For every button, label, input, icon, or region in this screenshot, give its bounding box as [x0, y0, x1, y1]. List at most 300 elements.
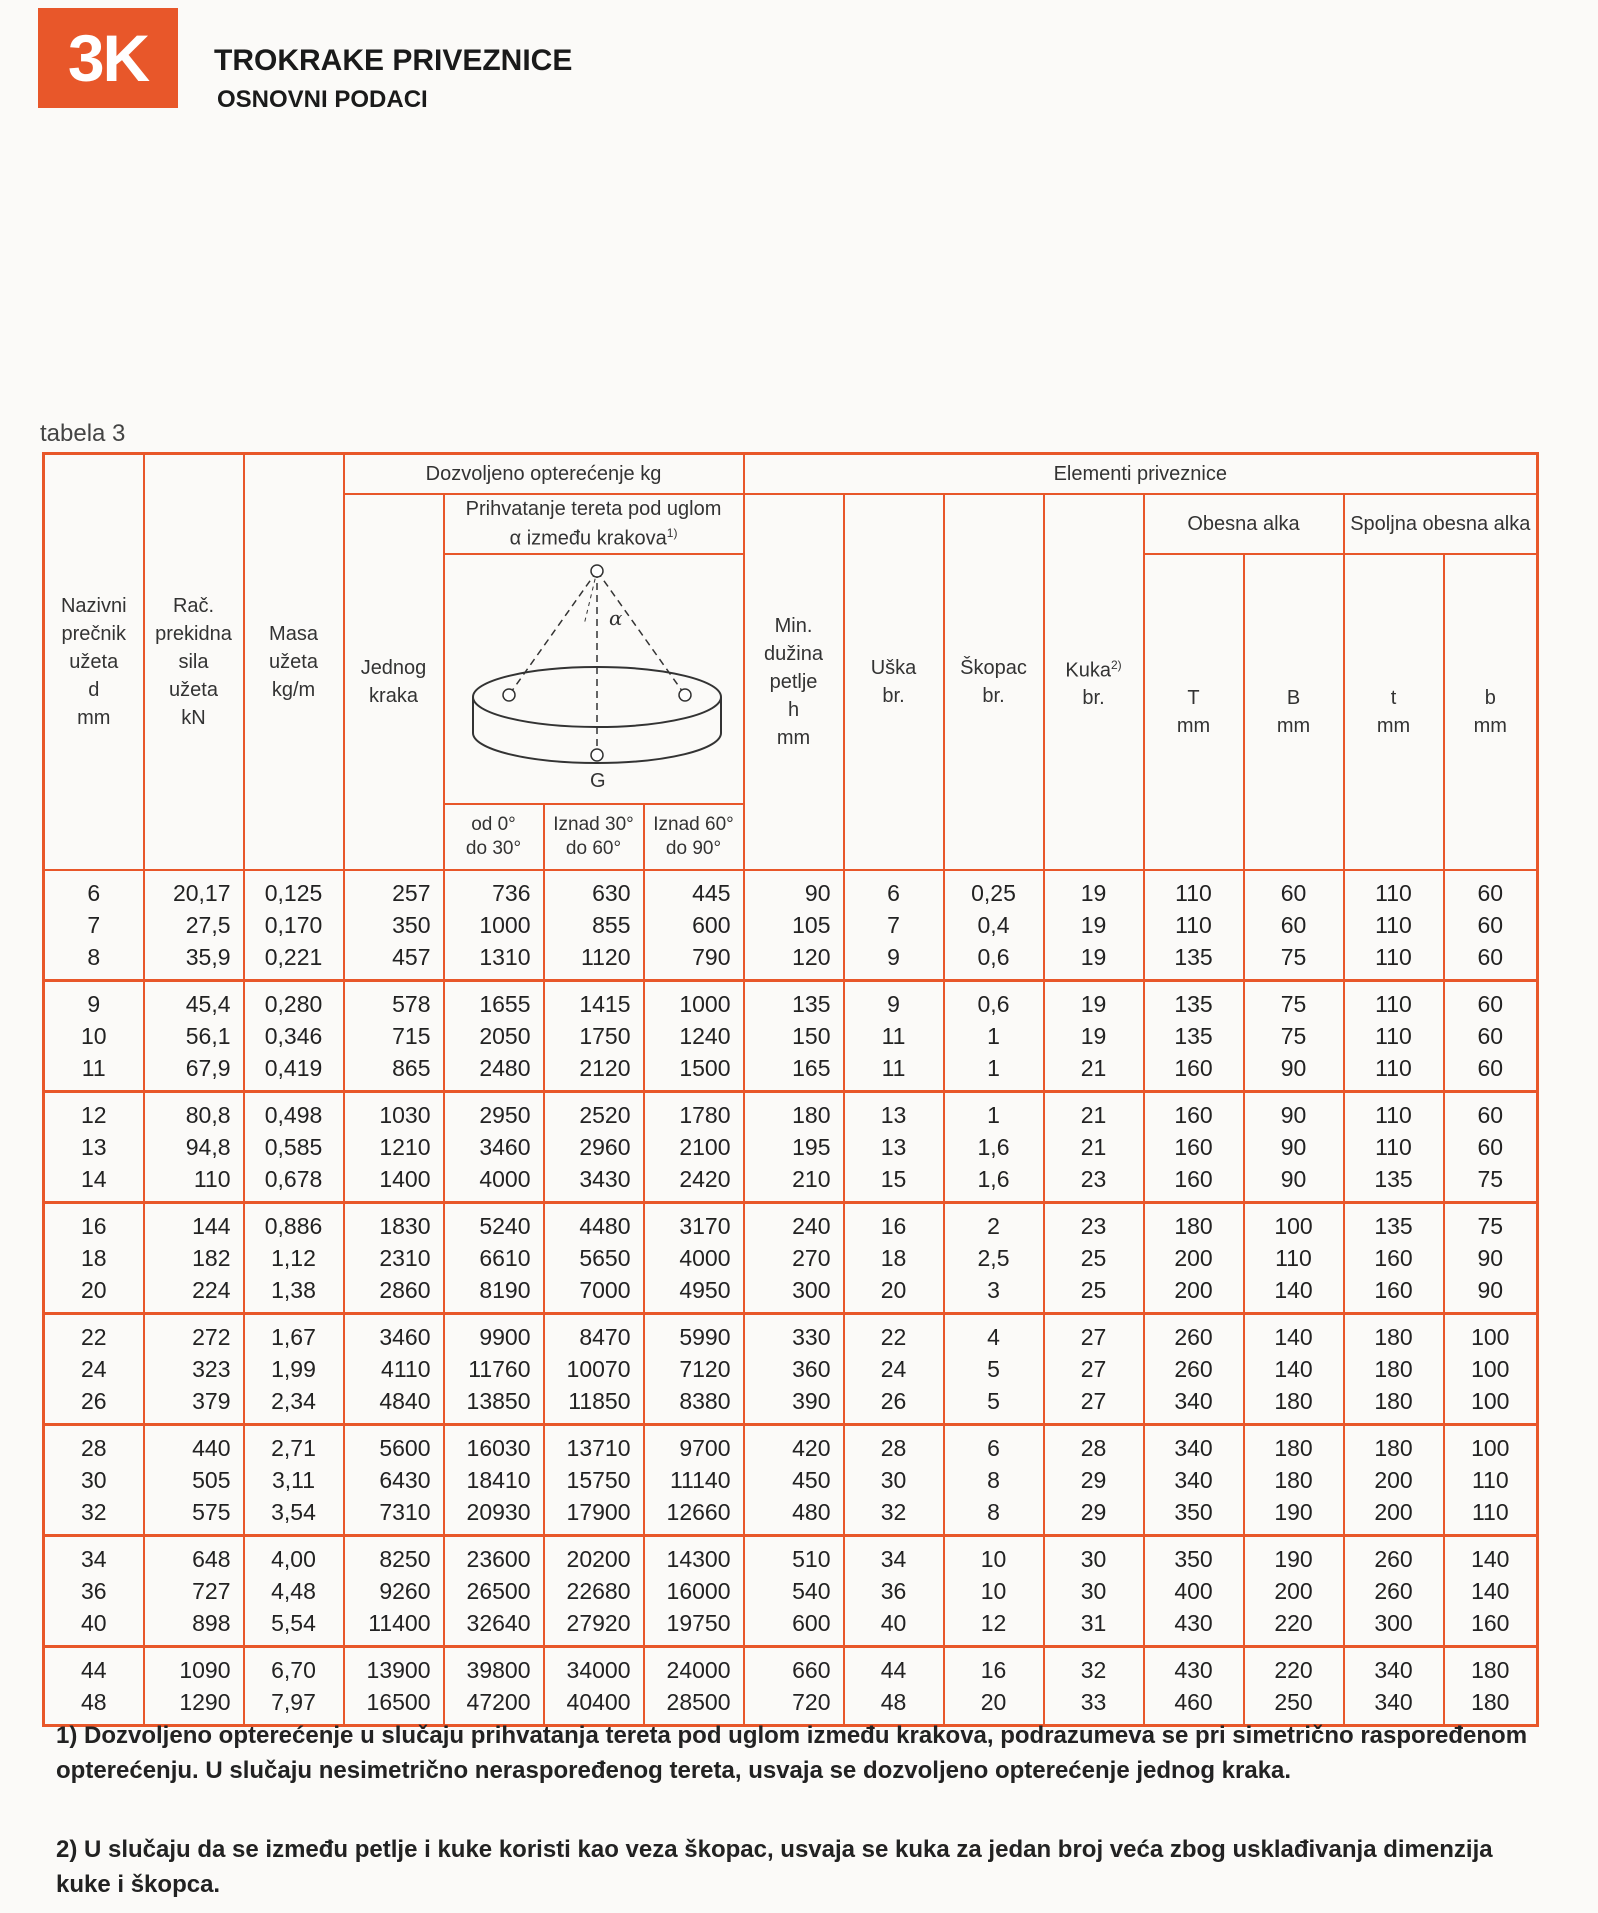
- cell-value: 8250: [379, 1545, 431, 1572]
- cell-value: 1210: [379, 1133, 431, 1160]
- table-cell: [644, 1202, 744, 1313]
- cell-value: 0,25: [971, 879, 1016, 906]
- cell-value: 2950: [479, 1101, 531, 1128]
- cell-value: 160: [1374, 1244, 1413, 1271]
- cell-value: 18: [880, 1244, 907, 1271]
- cell-value: 60: [1477, 911, 1504, 938]
- table-cell: [444, 1202, 544, 1313]
- table-cell: [344, 1535, 444, 1646]
- cell-value: 20: [980, 1688, 1007, 1715]
- cell-value: 60: [1477, 990, 1504, 1017]
- table-cell: [844, 980, 944, 1091]
- cell-value: 20: [880, 1276, 907, 1303]
- cell-value: 32: [80, 1498, 107, 1525]
- cell-value: 60: [1477, 1101, 1504, 1128]
- table-cell: [1044, 1313, 1144, 1424]
- cell-value: 2520: [579, 1101, 631, 1128]
- cell-value: 2310: [379, 1244, 431, 1271]
- table-cell: [44, 1535, 144, 1646]
- cell-value: 323: [192, 1355, 231, 1382]
- cell-value: 94,8: [185, 1133, 231, 1160]
- cell-value: 510: [792, 1545, 831, 1572]
- cell-value: 19: [1080, 911, 1107, 938]
- cell-value: 90: [804, 879, 831, 906]
- cell-value: 180: [1274, 1387, 1313, 1414]
- header-angle-0-30: od 0° do 30°: [444, 804, 544, 870]
- cell-value: 135: [792, 990, 831, 1017]
- cell-value: 13: [880, 1101, 907, 1128]
- table-cell: [1244, 1202, 1344, 1313]
- cell-value: 180: [1374, 1323, 1413, 1350]
- table-cell: [1044, 1535, 1144, 1646]
- cell-value: 22: [80, 1323, 107, 1350]
- cell-value: 270: [792, 1244, 831, 1271]
- table-cell: [1044, 1202, 1144, 1313]
- cell-value: 36: [80, 1577, 107, 1604]
- header-shackle: Škopac br.: [944, 494, 1044, 870]
- cell-value: 6,70: [271, 1656, 316, 1683]
- cell-value: 180: [1471, 1688, 1510, 1715]
- cell-value: 140: [1471, 1577, 1510, 1604]
- cell-value: 20930: [466, 1498, 531, 1525]
- table-cell: [1344, 1202, 1444, 1313]
- cell-value: 1830: [379, 1212, 431, 1239]
- cell-value: 160: [1174, 1101, 1213, 1128]
- cell-value: 14: [80, 1165, 107, 1192]
- header-eye: Uška br.: [844, 494, 944, 870]
- cell-value: 180: [1174, 1212, 1213, 1239]
- table-cell: [944, 1202, 1044, 1313]
- cell-value: 13: [880, 1133, 907, 1160]
- cell-value: 75: [1280, 943, 1307, 970]
- table-cell: [1044, 1646, 1144, 1725]
- cell-value: 48: [880, 1688, 907, 1715]
- table-cell: [1144, 1535, 1244, 1646]
- table-cell: [244, 1313, 344, 1424]
- cell-value: 0,4: [977, 911, 1010, 938]
- cell-value: 350: [392, 911, 431, 938]
- cell-value: 180: [1274, 1434, 1313, 1461]
- table-cell: [44, 1646, 144, 1725]
- table-cell: [844, 1424, 944, 1535]
- cell-value: 2: [987, 1212, 1000, 1239]
- cell-value: 110: [1175, 879, 1212, 906]
- table-cell: [1444, 1424, 1538, 1535]
- table-cell: [44, 1313, 144, 1424]
- table-cell: [444, 980, 544, 1091]
- cell-value: 0,221: [264, 943, 323, 970]
- table-cell: [44, 980, 144, 1091]
- cell-value: 90: [1280, 1165, 1307, 1192]
- table-cell: [844, 870, 944, 981]
- cell-value: 135: [1174, 943, 1213, 970]
- table-cell: [144, 1202, 244, 1313]
- table-cell: [1344, 1646, 1444, 1725]
- cell-value: 260: [1374, 1577, 1413, 1604]
- page-subtitle: OSNOVNI PODACI: [217, 86, 428, 113]
- cell-value: 13: [80, 1133, 107, 1160]
- cell-value: 11140: [669, 1466, 731, 1493]
- cell-value: 1,6: [977, 1133, 1010, 1160]
- header-spoljna-alka: Spoljna obesna alka: [1344, 494, 1538, 554]
- table-cell: [244, 1535, 344, 1646]
- cell-value: 8380: [679, 1387, 731, 1414]
- cell-value: 15: [880, 1165, 907, 1192]
- cell-value: 110: [1375, 990, 1412, 1017]
- table-row: [44, 1646, 1538, 1725]
- table-cell: [144, 1424, 244, 1535]
- cell-value: 1500: [679, 1054, 731, 1081]
- table-cell: [944, 1424, 1044, 1535]
- table-cell: [444, 1313, 544, 1424]
- cell-value: 1,38: [271, 1276, 316, 1303]
- table-cell: [1044, 1091, 1144, 1202]
- cell-value: 440: [192, 1434, 231, 1461]
- cell-value: 110: [1375, 943, 1412, 970]
- cell-value: 1: [987, 1101, 1000, 1128]
- cell-value: 9: [887, 990, 900, 1017]
- cell-value: 80,8: [185, 1101, 231, 1128]
- table-cell: [1044, 870, 1144, 981]
- cell-value: 24: [880, 1355, 907, 1382]
- cell-value: 0,6: [977, 943, 1010, 970]
- table-cell: [1144, 1091, 1244, 1202]
- cell-value: 445: [692, 879, 731, 906]
- cell-value: 110: [193, 1165, 231, 1192]
- table-cell: [1444, 870, 1538, 981]
- table-cell: [944, 870, 1044, 981]
- cell-value: 220: [1274, 1656, 1313, 1683]
- cell-value: 13710: [566, 1434, 631, 1461]
- cell-value: 260: [1374, 1545, 1413, 1572]
- cell-value: 224: [192, 1276, 231, 1303]
- cell-value: 8470: [579, 1323, 631, 1350]
- table-cell: [44, 1424, 144, 1535]
- cell-value: 110: [1375, 879, 1412, 906]
- footnote-1: 1) Dozvoljeno opterećenje u slučaju prihvatanja tereta pod uglom između krakova, podrazumeva se pri simetrično raspoređenom opterećenju. U slučaju nesimetrično neraspoređenog tereta, usvaja se dozvoljeno opterećenje jednog kraka.: [56, 1722, 1528, 1784]
- cell-value: 18: [80, 1244, 107, 1271]
- cell-value: 23: [1080, 1212, 1107, 1239]
- cell-value: 22680: [566, 1577, 631, 1604]
- cell-value: 190: [1274, 1545, 1313, 1572]
- cell-value: 60: [1477, 1054, 1504, 1081]
- table-cell: [744, 1313, 844, 1424]
- cell-value: 75: [1477, 1165, 1504, 1192]
- table-cell: [444, 1535, 544, 1646]
- cell-value: 340: [1374, 1688, 1413, 1715]
- cell-value: 5990: [679, 1323, 731, 1350]
- cell-value: 140: [1274, 1355, 1313, 1382]
- cell-value: 110: [1375, 1101, 1412, 1128]
- table-cell: [1144, 1646, 1244, 1725]
- cell-value: 12: [80, 1101, 107, 1128]
- table-cell: [1344, 870, 1444, 981]
- cell-value: 1,12: [271, 1244, 316, 1271]
- cell-value: 4840: [379, 1387, 431, 1414]
- table-cell: [644, 1535, 744, 1646]
- table-cell: [1144, 1313, 1244, 1424]
- table-cell: [144, 980, 244, 1091]
- table-cell: [1244, 1646, 1344, 1725]
- cell-value: 24000: [666, 1656, 731, 1683]
- table-cell: [144, 1313, 244, 1424]
- header-d: Nazivni prečnik užeta d mm: [44, 454, 144, 870]
- header-hook: Kuka$^{2)}$ br.: [1044, 494, 1144, 870]
- table-cell: [1344, 1313, 1444, 1424]
- cell-value: 0,280: [264, 990, 323, 1017]
- cell-value: 35,9: [185, 943, 231, 970]
- header-T: T mm: [1144, 554, 1244, 870]
- cell-value: 18410: [466, 1466, 531, 1493]
- cell-value: 144: [192, 1212, 231, 1239]
- cell-value: 1000: [679, 990, 731, 1017]
- cell-value: 15750: [566, 1466, 631, 1493]
- table-cell: [1244, 870, 1344, 981]
- cell-value: 36: [880, 1577, 907, 1604]
- cell-value: 400: [1174, 1577, 1213, 1604]
- table-cell: [344, 980, 444, 1091]
- table-cell: [944, 1646, 1044, 1725]
- cell-value: 16500: [366, 1688, 431, 1715]
- page-title: TROKRAKE PRIVEZNICE: [214, 44, 573, 77]
- cell-value: 60: [1280, 879, 1307, 906]
- cell-value: 160: [1174, 1054, 1213, 1081]
- table-cell: [1344, 1424, 1444, 1535]
- cell-value: 90: [1280, 1133, 1307, 1160]
- cell-value: 190: [1274, 1498, 1313, 1525]
- cell-value: 140: [1274, 1323, 1313, 1350]
- cell-value: 60: [1477, 1133, 1504, 1160]
- cell-value: 575: [192, 1498, 231, 1525]
- table-cell: [144, 1091, 244, 1202]
- cell-value: 2420: [679, 1165, 731, 1192]
- table-cell: [244, 980, 344, 1091]
- cell-value: 0,170: [264, 911, 323, 938]
- cell-value: 165: [792, 1054, 831, 1081]
- table-cell: [1444, 1091, 1538, 1202]
- cell-value: 34000: [566, 1656, 631, 1683]
- cell-value: 28500: [666, 1688, 731, 1715]
- cell-value: 135: [1174, 1022, 1213, 1049]
- cell-value: 29: [1080, 1498, 1107, 1525]
- cell-value: 195: [792, 1133, 831, 1160]
- cell-value: 100: [1274, 1212, 1313, 1239]
- cell-value: 110: [1375, 1054, 1412, 1081]
- cell-value: 272: [192, 1323, 231, 1350]
- cell-value: 75: [1280, 1022, 1307, 1049]
- cell-value: 24: [80, 1355, 107, 1382]
- cell-value: 2,71: [271, 1434, 316, 1461]
- cell-value: 2960: [579, 1133, 631, 1160]
- cell-value: 19: [1080, 879, 1107, 906]
- cell-value: 8: [987, 1498, 1000, 1525]
- cell-value: 660: [792, 1656, 831, 1683]
- cell-value: 23600: [466, 1545, 531, 1572]
- cell-value: 16000: [666, 1577, 731, 1604]
- cell-value: 27: [1080, 1355, 1107, 1382]
- cell-value: 2480: [479, 1054, 531, 1081]
- cell-value: 648: [192, 1545, 231, 1572]
- table-cell: [444, 1646, 544, 1725]
- cell-value: 135: [1374, 1165, 1413, 1192]
- cell-value: 540: [792, 1577, 831, 1604]
- cell-value: 240: [792, 1212, 831, 1239]
- cell-value: 40: [880, 1609, 907, 1636]
- cell-value: 200: [1174, 1276, 1213, 1303]
- cell-value: 110: [1375, 911, 1412, 938]
- cell-value: 180: [792, 1101, 831, 1128]
- cell-value: 32: [880, 1498, 907, 1525]
- cell-value: 300: [792, 1276, 831, 1303]
- header-angle-30-60: Iznad 30° do 60°: [544, 804, 644, 870]
- table-cell: [344, 1424, 444, 1535]
- table-cell: [244, 1202, 344, 1313]
- table-cell: [544, 870, 644, 981]
- cell-value: 578: [392, 990, 431, 1017]
- table-cell: [144, 1535, 244, 1646]
- cell-value: 60: [1477, 943, 1504, 970]
- cell-value: 25: [1080, 1276, 1107, 1303]
- cell-value: 23: [1080, 1165, 1107, 1192]
- cell-value: 9700: [679, 1434, 731, 1461]
- cell-value: 1,67: [271, 1323, 316, 1350]
- cell-value: 12: [980, 1609, 1007, 1636]
- cell-value: 257: [392, 879, 431, 906]
- table-row: [44, 870, 1538, 981]
- cell-value: 720: [792, 1688, 831, 1715]
- cell-value: 13900: [366, 1656, 431, 1683]
- table-cell: [1244, 1313, 1344, 1424]
- cell-value: 2860: [379, 1276, 431, 1303]
- cell-value: 715: [392, 1022, 431, 1049]
- cell-value: 31: [1080, 1609, 1107, 1636]
- cell-value: 60: [1280, 911, 1307, 938]
- cell-value: 11850: [568, 1387, 631, 1414]
- cell-value: 7: [887, 911, 900, 938]
- cell-value: 48: [80, 1688, 107, 1715]
- cell-value: 11: [881, 1054, 906, 1081]
- table-cell: [644, 1091, 744, 1202]
- table-row: [44, 1202, 1538, 1313]
- cell-value: 160: [1471, 1609, 1510, 1636]
- cell-value: 350: [1174, 1498, 1213, 1525]
- cell-value: 1090: [179, 1656, 231, 1683]
- cell-value: 17900: [566, 1498, 631, 1525]
- cell-value: 260: [1174, 1323, 1213, 1350]
- cell-value: 4480: [579, 1212, 631, 1239]
- cell-value: 1310: [479, 943, 531, 970]
- footnote-2: 2) U slučaju da se između petlje i kuke koristi kao veza škopac, usvaja se kuka za jedan broj veća zbog usklađivanja dimenzija kuke i škopca.: [56, 1836, 1493, 1898]
- cell-value: 75: [1477, 1212, 1504, 1239]
- cell-value: 898: [192, 1609, 231, 1636]
- cell-value: 26500: [466, 1577, 531, 1604]
- cell-value: 200: [1374, 1466, 1413, 1493]
- cell-value: 11760: [468, 1355, 531, 1382]
- table-cell: [44, 870, 144, 981]
- cell-value: 27: [1080, 1323, 1107, 1350]
- table-cell: [544, 980, 644, 1091]
- cell-value: 30: [1080, 1545, 1107, 1572]
- cell-value: 727: [192, 1577, 231, 1604]
- cell-value: 200: [1374, 1498, 1413, 1525]
- cell-value: 220: [1274, 1609, 1313, 1636]
- cell-value: 1290: [179, 1688, 231, 1715]
- svg-text:G: G: [589, 769, 606, 792]
- table-cell: [1244, 1535, 1344, 1646]
- cell-value: 40: [80, 1609, 107, 1636]
- cell-value: 33: [1080, 1688, 1107, 1715]
- cell-value: 736: [492, 879, 531, 906]
- table-cell: [1344, 1535, 1444, 1646]
- cell-value: 75: [1280, 990, 1307, 1017]
- table-row: [44, 1424, 1538, 1535]
- cell-value: 4,00: [271, 1545, 316, 1572]
- cell-value: 1655: [479, 990, 531, 1017]
- table-cell: [344, 1646, 444, 1725]
- cell-value: 20,17: [172, 879, 231, 906]
- cell-value: 5: [987, 1355, 1000, 1382]
- cell-value: 11: [881, 1022, 906, 1049]
- table-row: [44, 1313, 1538, 1424]
- table-cell: [644, 1424, 744, 1535]
- table-cell: [44, 1202, 144, 1313]
- table-row: [44, 1535, 1538, 1646]
- cell-value: 140: [1471, 1545, 1510, 1572]
- table-cell: [144, 1646, 244, 1725]
- cell-value: 16: [880, 1212, 907, 1239]
- cell-value: 4: [987, 1323, 1000, 1350]
- cell-value: 340: [1174, 1434, 1213, 1461]
- cell-value: 250: [1274, 1688, 1313, 1715]
- table-cell: [544, 1091, 644, 1202]
- cell-value: 110: [1471, 1466, 1509, 1493]
- cell-value: 30: [80, 1466, 107, 1493]
- cell-value: 34: [80, 1545, 107, 1572]
- cell-value: 3460: [379, 1323, 431, 1350]
- cell-value: 9: [887, 943, 900, 970]
- cell-value: 3: [987, 1276, 1000, 1303]
- cell-value: 5,54: [271, 1609, 316, 1636]
- cell-value: 28: [880, 1434, 907, 1461]
- cell-value: 10: [980, 1577, 1007, 1604]
- cell-value: 11400: [368, 1609, 431, 1636]
- cell-value: 110: [1375, 1133, 1412, 1160]
- cell-value: 390: [792, 1387, 831, 1414]
- cell-value: 790: [692, 943, 731, 970]
- table-cell: [244, 870, 344, 981]
- cell-value: 10: [980, 1545, 1007, 1572]
- header-min-loop: Min. dužina petlje h mm: [744, 494, 844, 870]
- table-cell: [644, 870, 744, 981]
- header-B: B mm: [1244, 554, 1344, 870]
- cell-value: 27920: [566, 1609, 631, 1636]
- table-cell: [244, 1424, 344, 1535]
- cell-value: 200: [1174, 1244, 1213, 1271]
- cell-value: 105: [792, 911, 831, 938]
- header-obesna-alka: Obesna alka: [1144, 494, 1344, 554]
- cell-value: 9: [87, 990, 101, 1017]
- cell-value: 28: [80, 1434, 107, 1461]
- cell-value: 1,99: [271, 1355, 316, 1382]
- logo-badge: 3K: [38, 8, 178, 108]
- cell-value: 6: [87, 879, 101, 906]
- table-cell: [844, 1535, 944, 1646]
- table-cell: [744, 870, 844, 981]
- cell-value: 505: [192, 1466, 231, 1493]
- cell-value: 21: [1080, 1101, 1107, 1128]
- table-cell: [544, 1313, 644, 1424]
- cell-value: 100: [1471, 1387, 1510, 1414]
